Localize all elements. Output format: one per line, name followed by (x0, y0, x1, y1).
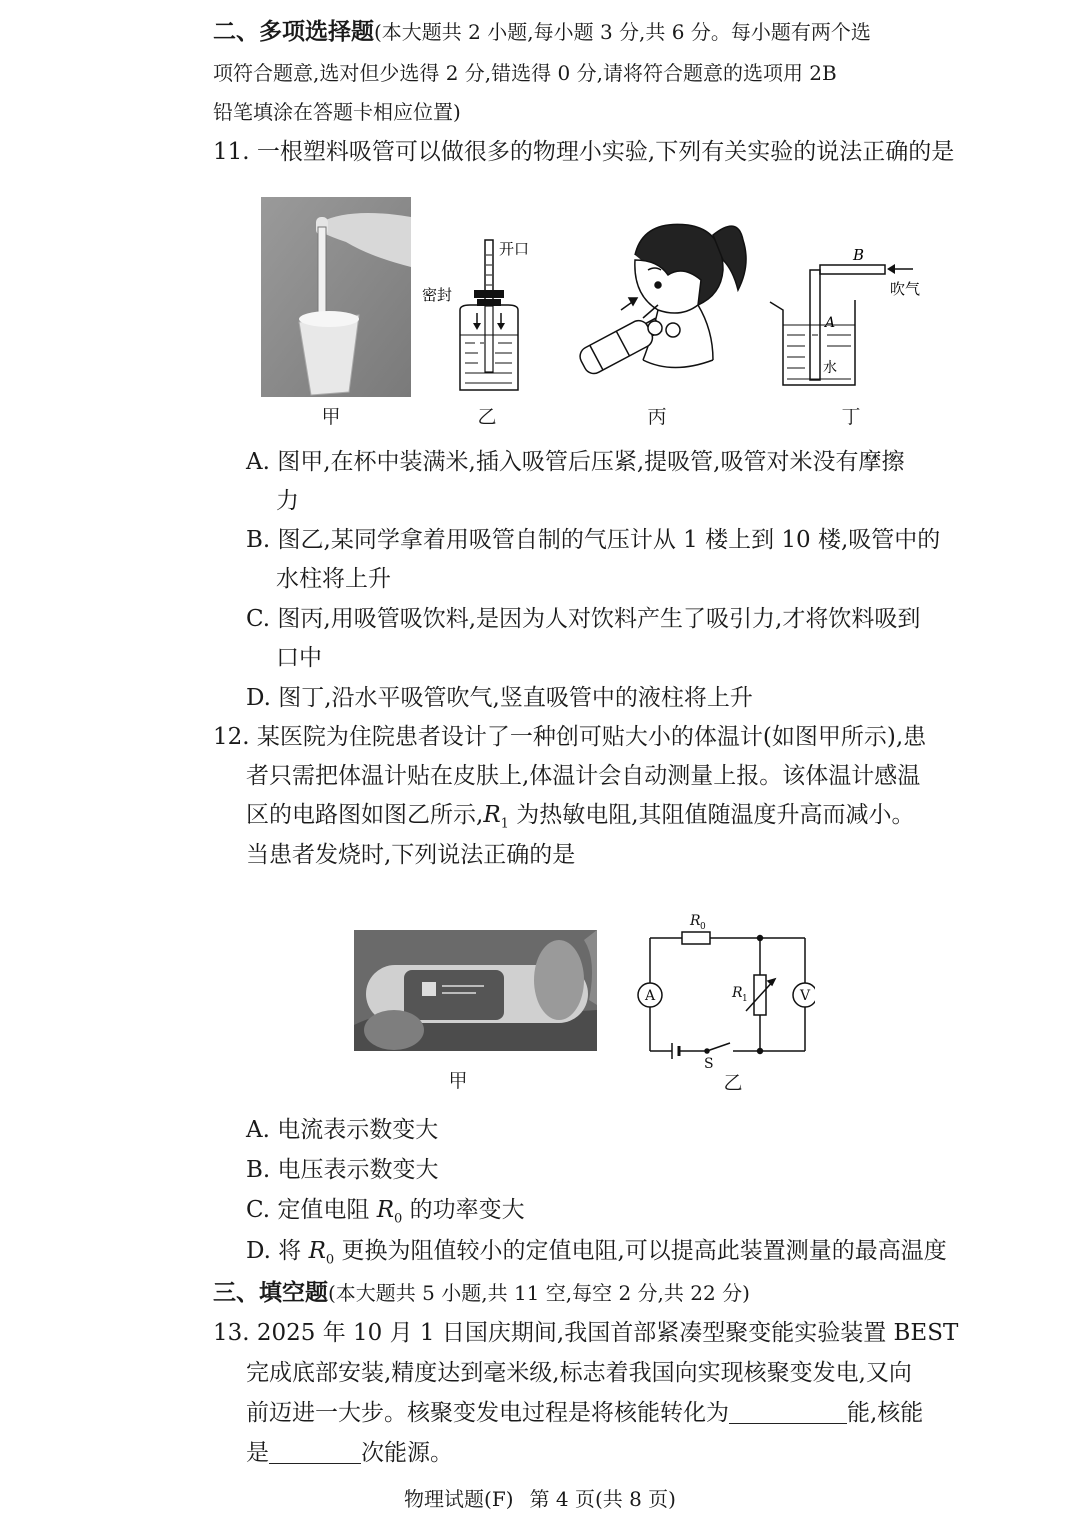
q12-caption-yi: 乙 (723, 1072, 743, 1094)
q11-yi-label-side: 密封 (422, 286, 453, 304)
q13-line4-b: 次能源。 (361, 1440, 453, 1466)
q13-line4-a: 是 (246, 1440, 269, 1466)
q12-option-d-post: 更换为阻值较小的定值电阻,可以提高此装置测量的最高温度 (334, 1238, 947, 1264)
q12-circuit-r0: R (690, 913, 701, 929)
q11-option-b-line2: 水柱将上升 (276, 566, 391, 592)
q11-figure-bing-drawing (573, 210, 758, 395)
q12-option-d-r: R (308, 1238, 326, 1264)
q12-option-d (246, 1236, 947, 1276)
q11-caption-ding: 丁 (841, 406, 861, 428)
q11-option-a-line1: A. 图甲,在杯中装满米,插入吸管后压紧,提吸管,吸管对米没有摩擦 (246, 449, 905, 475)
q13-blank-2[interactable] (269, 1439, 361, 1464)
q11-caption-bing: 丙 (647, 406, 667, 428)
q11-caption-yi: 乙 (477, 406, 497, 428)
q11-stem: 11. 一根塑料吸管可以做很多的物理小实验,下列有关实验的说法正确的是 (213, 139, 955, 165)
q11-figure-jia-photo (261, 197, 411, 397)
q12-option-c-post: 的功率变大 (402, 1197, 525, 1223)
q13-line3-text: 前迈进一大步。核聚变发电过程是将核能转化为 (246, 1400, 729, 1426)
q12-option-a: A. 电流表示数变大 (246, 1117, 439, 1143)
voltmeter-symbol: V (800, 988, 811, 1004)
ammeter-symbol: A (645, 988, 656, 1004)
q12-option-c-sub: 0 (394, 1211, 403, 1227)
q13-line3-end: 能,核能 (847, 1400, 924, 1426)
section2-note-line1: (本大题共 2 小题,每小题 3 分,共 6 分。每小题有两个选 (374, 20, 871, 44)
footer-page: 第 4 页(共 8 页) (529, 1487, 676, 1511)
q12-caption-jia: 甲 (448, 1070, 468, 1092)
q12-stem-line1: 12. 某医院为住院患者设计了一种创可贴大小的体温计(如图甲所示),患 (213, 724, 927, 750)
section2-header (213, 17, 871, 47)
q12-r1-symbol: R (483, 802, 501, 828)
q12-r1-subscript: 1 (500, 816, 509, 832)
q13-line3 (246, 1398, 923, 1428)
q12-stem-line4: 当患者发烧时,下列说法正确的是 (246, 842, 576, 868)
q12-option-d-sub: 0 (325, 1252, 335, 1268)
q11-caption-jia: 甲 (321, 406, 341, 428)
q13-line1: 13. 2025 年 10 月 1 日国庆期间,我国首部紧凑型聚变能实验装置 BEST (213, 1320, 959, 1346)
q11-figure-yi-diagram (420, 235, 555, 395)
q12-option-c-pre: C. 定值电阻 (246, 1197, 377, 1223)
q12-figure-jia-photo (354, 930, 597, 1051)
section3-header (213, 1278, 750, 1308)
section2-note-line3: 铅笔填涂在答题卡相应位置) (213, 100, 461, 124)
q11-option-b-line1: B. 图乙,某同学拿着用吸管自制的气压计从 1 楼上到 10 楼,吸管中的 (246, 527, 941, 553)
section3-title: 三、填空题 (213, 1280, 328, 1306)
q12-option-b: B. 电压表示数变大 (246, 1157, 439, 1183)
q12-circuit-r1-sub: 1 (742, 994, 748, 1004)
section3-note: (本大题共 5 小题,共 11 空,每空 2 分,共 22 分) (328, 1281, 750, 1305)
q13-line4 (246, 1438, 453, 1468)
page-footer (0, 1483, 1080, 1512)
q11-ding-label-water: 水 (823, 360, 837, 376)
q12-circuit-r0-sub: 0 (700, 922, 706, 932)
q11-option-a-line2: 力 (276, 488, 299, 514)
q11-ding-label-blow: 吹气 (890, 280, 921, 298)
q11-ding-label-a: A (825, 315, 836, 331)
q12-option-d-pre: D. 将 (246, 1238, 309, 1264)
q12-figure-yi-circuit (630, 905, 815, 1070)
q11-ding-label-b: B (853, 246, 865, 264)
q12-stem-line3-b: 为热敏电阻,其阻值随温度升高而减小。 (508, 802, 915, 828)
q13-blank-1[interactable] (729, 1399, 847, 1424)
q12-stem-line3-a: 区的电路图如图乙所示, (246, 802, 484, 828)
q11-yi-label-top: 开口 (499, 240, 530, 258)
q12-option-c (246, 1195, 525, 1235)
section2-note-line2: 项符合题意,选对但少选得 2 分,错选得 0 分,请将符合题意的选项用 2B (213, 61, 837, 85)
footer-subject: 物理试题(F) (404, 1487, 514, 1511)
q12-stem-line2: 者只需把体温计贴在皮肤上,体温计会自动测量上报。该体温计感温 (246, 763, 921, 789)
q13-line2: 完成底部安装,精度达到毫米级,标志着我国向实现核聚变发电,又向 (246, 1360, 912, 1386)
q11-option-c-line2: 口中 (276, 645, 322, 671)
q12-stem-line3 (246, 800, 915, 840)
q12-option-c-r: R (376, 1197, 395, 1223)
q11-option-d: D. 图丁,沿水平吸管吹气,竖直吸管中的液柱将上升 (246, 685, 753, 711)
q11-option-c-line1: C. 图丙,用吸管吸饮料,是因为人对饮料产生了吸引力,才将饮料吸到 (246, 606, 921, 632)
q12-circuit-r1: R (732, 985, 743, 1001)
section2-title: 二、多项选择题 (213, 19, 374, 45)
q11-figure-ding-diagram (765, 240, 935, 390)
switch-label: S (704, 1056, 714, 1070)
